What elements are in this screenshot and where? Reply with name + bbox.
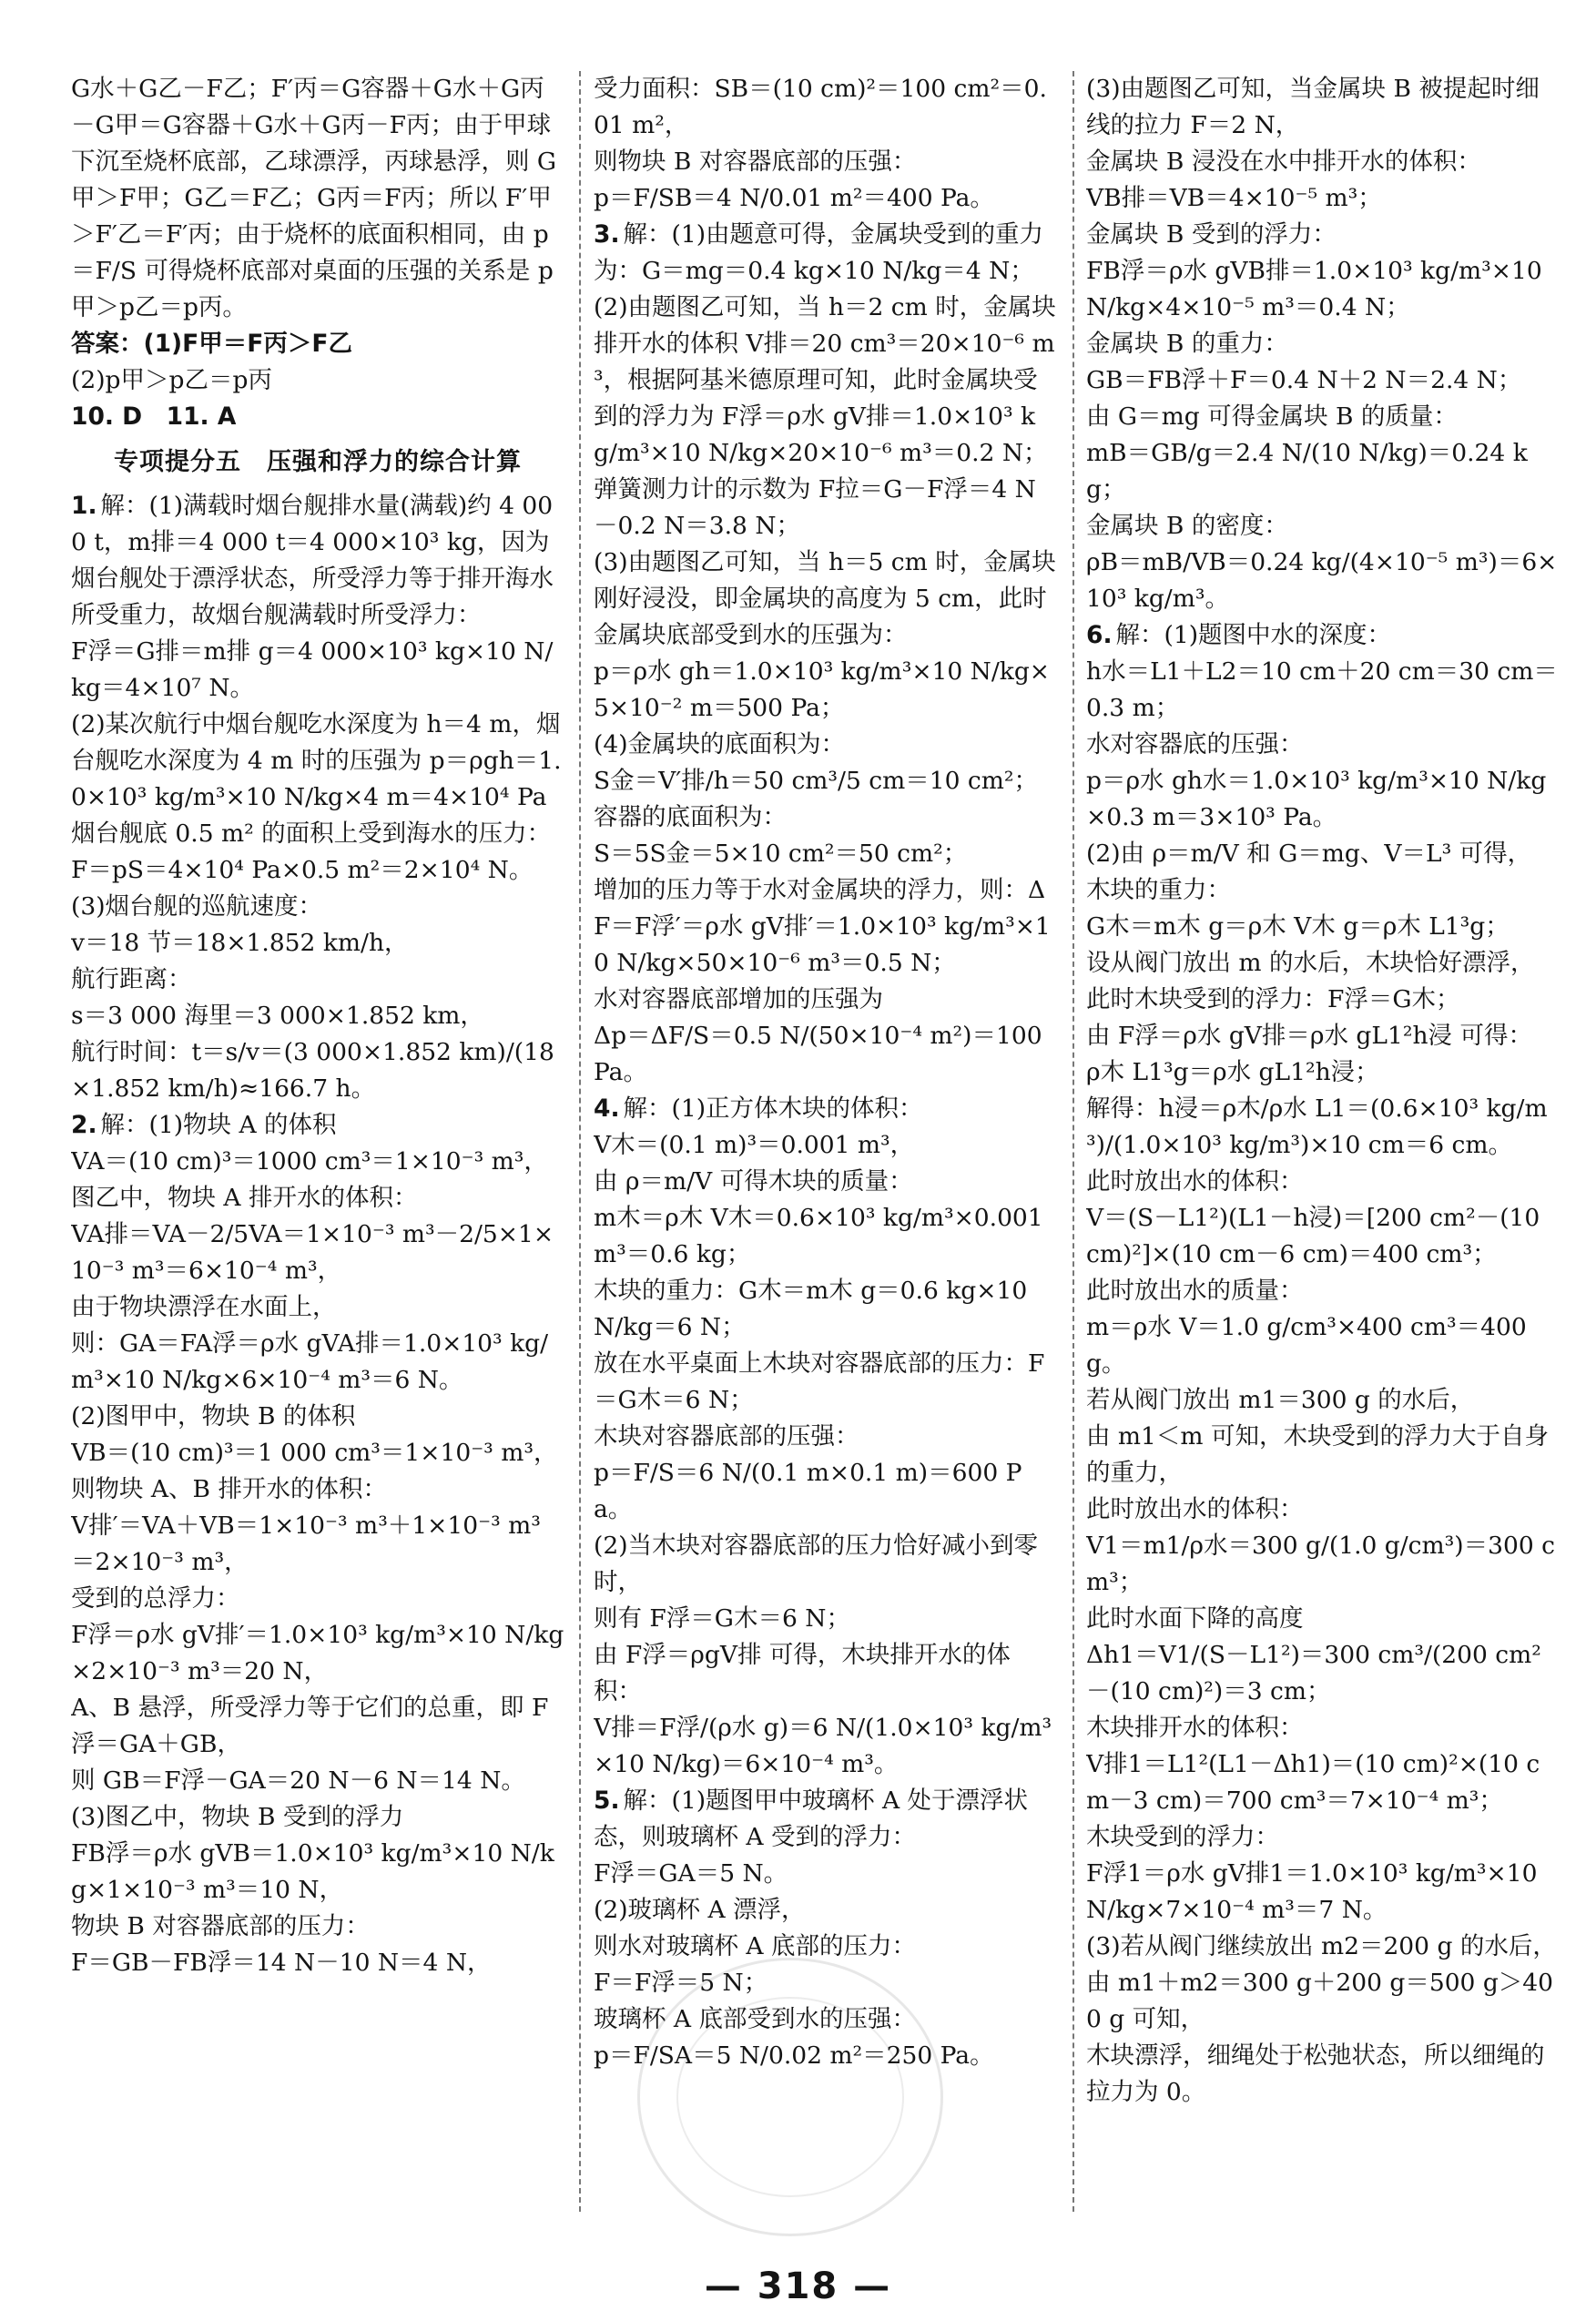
solution-line: V排＝F浮/(ρ水 g)＝6 N/(1.0×10³ kg/m³×10 N/kg)＝6×10⁻⁴ m³。 [594, 1714, 1052, 1778]
solution-line: (2)玻璃杯 A 漂浮， [594, 1896, 806, 1924]
solution-line: 此时木块受到的浮力：F浮＝G木； [1086, 985, 1460, 1013]
solution-line: 水对容器底部增加的压强为 [594, 985, 883, 1013]
solution-line: 由 G＝mg 可得金属块 B 的质量： [1086, 402, 1458, 431]
solution-line: (3)由题图乙可知，当 h＝5 cm 时，金属块刚好浸没，即金属块的高度为 5 cm，此时金属块底部受到水的压强为： [594, 548, 1056, 649]
solution-line: (2)某次航行中烟台舰吃水深度为 h＝4 m，烟台舰吃水深度为 4 m 时的压强为 p＝ρgh＝1.0×10³ kg/m³×10 N/kg×4 m＝4×10⁴ Pa [71, 710, 562, 811]
solution-line: 此时放出水的质量： [1086, 1277, 1304, 1305]
solution-line: FB浮＝ρ水 gVB排＝1.0×10³ kg/m³×10 N/kg×4×10⁻⁵ m³＝0.4 N； [1086, 257, 1542, 321]
item-number: 4. [594, 1094, 620, 1123]
solution-line: mB＝GB/g＝2.4 N/(10 N/kg)＝0.24 kg； [1086, 439, 1528, 504]
item-number: 3. [594, 220, 620, 249]
solution-line: 则物块 B 对容器底部的压强： [594, 148, 917, 176]
solution-line: 由 m1＜m 可知，木块受到的浮力大于自身的重力， [1086, 1422, 1549, 1487]
solution-line: (2)当木块对容器底部的压力恰好减小到零时， [594, 1532, 1039, 1596]
solution-line: 烟台舰底 0.5 m² 的面积上受到海水的压力：F＝pS＝4×10⁴ Pa×0.5 m²＝2×10⁴ N。 [71, 819, 552, 884]
solution-line: V排′＝VA＋VB＝1×10⁻³ m³＋1×10⁻³ m³＝2×10⁻³ m³， [71, 1512, 541, 1576]
solution-line: F浮＝ρ水 gV排′＝1.0×10³ kg/m³×10 N/kg×2×10⁻³ m³＝20 N， [71, 1621, 564, 1685]
solution-item [1086, 617, 1560, 654]
solution-line: p＝ρ水 gh水＝1.0×10³ kg/m³×10 N/kg×0.3 m＝3×10³ Pa。 [1086, 767, 1547, 831]
section-heading: 专项提分五 压强和浮力的综合计算 [114, 448, 522, 476]
solution-line: S＝5S金＝5×10 cm²＝50 cm²； [594, 840, 968, 868]
solution-line: F浮＝GA＝5 N。 [594, 1859, 788, 1888]
solution-line: (2)图甲中，物块 B 的体积 [71, 1402, 356, 1430]
solution-line: p＝F/S＝6 N/(0.1 m×0.1 m)＝600 Pa。 [594, 1459, 1022, 1523]
solution-line: 木块的重力：G木＝m木 g＝0.6 kg×10 N/kg＝6 N； [594, 1277, 1028, 1341]
solution-line: VB排＝VB＝4×10⁻⁵ m³； [1086, 184, 1382, 212]
solution-line: ρ木 L1³g＝ρ水 gL1²h浸； [1086, 1058, 1379, 1086]
solution-line: p＝F/SA＝5 N/0.02 m²＝250 Pa。 [594, 2041, 994, 2070]
solution-line: 木块对容器底部的压强： [594, 1422, 859, 1451]
solution-item [71, 1107, 564, 1144]
solution-line: 木块的重力： [1086, 876, 1231, 904]
solution-line: Δp＝ΔF/S＝0.5 N/(50×10⁻⁴ m²)＝100 Pa。 [594, 1022, 1042, 1086]
solution-line: F＝F浮＝5 N； [594, 1969, 768, 1997]
solution-item [71, 488, 564, 634]
item-text: 解：(1)物块 A 的体积 [100, 1111, 337, 1139]
solution-line: 玻璃杯 A 底部受到水的压强： [594, 2005, 916, 2033]
solution-line: F＝GB－FB浮＝14 N－10 N＝4 N， [71, 1949, 492, 1977]
solution-line: 增加的压力等于水对金属块的浮力，则：ΔF＝F浮′＝ρ水 gV排′＝1.0×10³ kg/m³×10 N/kg×50×10⁻⁶ m³＝0.5 N； [594, 876, 1051, 977]
solution-line: 水对容器底的压强： [1086, 730, 1304, 758]
solution-line: 航行时间：t＝s/v＝(3 000×1.852 km)/(18×1.852 km/h)≈166.7 h。 [71, 1038, 554, 1103]
solution-line: G木＝m木 g＝ρ木 V木 g＝ρ木 L1³g； [1086, 912, 1510, 941]
solution-line: 金属块 B 受到的浮力： [1086, 220, 1337, 249]
item-number: 2. [71, 1111, 97, 1139]
solution-line: GB＝FB浮＋F＝0.4 N＋2 N＝2.4 N； [1086, 366, 1522, 394]
solution-line: 则：GA＝FA浮＝ρ水 gVA排＝1.0×10³ kg/m³×10 N/kg×6×10⁻⁴ m³＝6 N。 [71, 1329, 549, 1394]
solution-line: 金属块 B 的密度： [1086, 512, 1288, 540]
solution-line: 容器的底面积为： [594, 803, 787, 831]
solution-line: 若从阀门放出 m1＝300 g 的水后， [1086, 1386, 1475, 1414]
solution-line: (2)p甲＞p乙＝p丙 [71, 366, 272, 394]
solution-line: G水＋G乙－F乙；F′丙＝G容器＋G水＋G丙－G甲＝G容器＋G水＋G丙－F丙；由于甲球下沉至烧杯底部，乙球漂浮，丙球悬浮，则 G甲＞F甲；G乙＝F乙；G丙＝F丙；所以 F′甲＞F′乙＝F′丙；由于烧杯的底面积相同，由 p＝F/S 可得烧杯底部对桌面的压强的关系是 p甲＞p乙＝p丙。 [71, 75, 557, 321]
page-number: — 318 — [704, 2265, 892, 2307]
solution-line: 由于物块漂浮在水面上， [71, 1293, 337, 1321]
solution-line: FB浮＝ρ水 gVB＝1.0×10³ kg/m³×10 N/kg×1×10⁻³ m³＝10 N， [71, 1839, 554, 1904]
solution-line: 木块排开水的体积： [1086, 1714, 1304, 1742]
solution-item [594, 217, 1058, 290]
solution-line: (4)金属块的底面积为： [594, 730, 846, 758]
item-text: 解：(1)满载时烟台舰排水量(满载)约 4 000 t，m排＝4 000 t＝4 000×10³ kg，因为烟台舰处于漂浮状态，所受浮力等于排开海水所受重力，故烟台舰满载时所受浮力： [71, 492, 554, 629]
solution-line: 金属块 B 的重力： [1086, 330, 1288, 358]
solution-line: 金属块 B 浸没在水中排开水的体积： [1086, 148, 1481, 176]
solution-line: 物块 B 对容器底部的压力： [71, 1912, 370, 1940]
column-right [1086, 71, 1560, 2241]
solution-item [594, 1783, 1058, 1856]
solution-line: 木块漂浮，细绳处于松弛状态，所以细绳的拉力为 0。 [1086, 2041, 1545, 2106]
solution-line: VB＝(10 cm)³＝1 000 cm³＝1×10⁻³ m³， [71, 1439, 558, 1467]
solution-line: (2)由 ρ＝m/V 和 G＝mg、V＝L³ 可得， [1086, 840, 1532, 868]
solution-line: 则 GB＝F浮－GA＝20 N－6 N＝14 N。 [71, 1766, 525, 1795]
column-left [71, 71, 564, 2241]
item-number: 5. [594, 1787, 620, 1815]
solution-line: F浮＝G排＝m排 g＝4 000×10³ kg×10 N/kg＝4×10⁷ N。 [71, 637, 554, 702]
solution-line: ρB＝mB/VB＝0.24 kg/(4×10⁻⁵ m³)＝6×10³ kg/m³。 [1086, 548, 1558, 613]
solution-line: p＝ρ水 gh＝1.0×10³ kg/m³×10 N/kg×5×10⁻² m＝500 Pa； [594, 657, 1051, 722]
solution-line: (3)烟台舰的巡航速度： [71, 892, 323, 921]
solution-line: (3)若从阀门继续放出 m2＝200 g 的水后，由 m1＋m2＝300 g＋200 g＝500 g＞400 g 可知， [1086, 1932, 1557, 2033]
solution-line: m木＝ρ木 V木＝0.6×10³ kg/m³×0.001 m³＝0.6 kg； [594, 1204, 1043, 1268]
solution-item [594, 1091, 1058, 1127]
solution-line: V＝(S－L1²)(L1－h浸)＝[200 cm²－(10 cm)²]×(10 cm－6 cm)＝400 cm³； [1086, 1204, 1540, 1268]
solution-line: 受力面积：SB＝(10 cm)²＝100 cm²＝0.01 m²， [594, 75, 1047, 139]
column-middle [594, 71, 1058, 2241]
solution-line: m＝ρ水 V＝1.0 g/cm³×400 cm³＝400 g。 [1086, 1313, 1527, 1378]
solution-line: 则水对玻璃杯 A 底部的压力： [594, 1932, 916, 1960]
answer-key-line: 10. D 11. A [71, 402, 237, 431]
item-text: 解：(1)正方体木块的体积： [623, 1094, 923, 1123]
solution-line: A、B 悬浮，所受浮力等于它们的总重，即 F浮＝GA＋GB， [71, 1694, 549, 1758]
solution-line: 则物块 A、B 排开水的体积： [71, 1475, 387, 1503]
solution-line: 放在水平桌面上木块对容器底部的压力：F＝G木＝6 N； [594, 1349, 1045, 1414]
item-number: 6. [1086, 621, 1113, 649]
answer-line: 答案：(1)F甲＝F丙＞F乙 [71, 330, 352, 358]
solution-line: VA排＝VA－2/5VA＝1×10⁻³ m³－2/5×1×10⁻³ m³＝6×10⁻⁴ m³， [71, 1220, 554, 1285]
solution-line: s＝3 000 海里＝3 000×1.852 km， [71, 1002, 484, 1030]
solution-line: 弹簧测力计的示数为 F拉＝G－F浮＝4 N－0.2 N＝3.8 N； [594, 475, 1036, 540]
solution-line: 由 ρ＝m/V 可得木块的质量： [594, 1167, 913, 1196]
solution-line: 此时放出水的体积： [1086, 1495, 1304, 1523]
solution-line: 图乙中，物块 A 排开水的体积： [71, 1184, 418, 1212]
solution-line: Δh1＝V1/(S－L1²)＝300 cm³/(200 cm²－(10 cm)²)＝3 cm； [1086, 1641, 1541, 1705]
solution-line: (3)由题图乙可知，当金属块 B 被提起时细线的拉力 F＝2 N， [1086, 75, 1540, 139]
solution-line: VA＝(10 cm)³＝1000 cm³＝1×10⁻³ m³， [71, 1147, 548, 1176]
solution-line: 航行距离： [71, 965, 192, 993]
column-divider [579, 71, 581, 2212]
solution-line: V木＝(0.1 m)³＝0.001 m³， [594, 1131, 915, 1159]
solution-line: 木块受到的浮力： [1086, 1823, 1279, 1851]
item-text: 解：(1)题图中水的深度： [1115, 621, 1392, 649]
solution-line: 由 F浮＝ρ水 gV排＝ρ水 gL1²h浸 可得： [1086, 1022, 1532, 1050]
solution-line: (2)由题图乙可知，当 h＝2 cm 时，金属块排开水的体积 V排＝20 cm³＝20×10⁻⁶ m³，根据阿基米德原理可知，此时金属块受到的浮力为 F浮＝ρ水 gV排＝1.0×10³ kg/m³×10 N/kg×20×10⁻⁶ m³＝0.2 N； [594, 293, 1056, 467]
solution-line: 由 F浮＝ρgV排 可得，木块排开水的体积： [594, 1641, 1011, 1705]
solution-line: h水＝L1＋L2＝10 cm＋20 cm＝30 cm＝0.3 m； [1086, 657, 1558, 722]
solution-line: p＝F/SB＝4 N/0.01 m²＝400 Pa。 [594, 184, 994, 212]
solution-line: 受到的总浮力： [71, 1584, 240, 1613]
solution-line: S金＝V′排/h＝50 cm³/5 cm＝10 cm²； [594, 767, 1038, 795]
item-number: 1. [71, 492, 97, 520]
solution-line: (3)图乙中，物块 B 受到的浮力 [71, 1803, 404, 1831]
solution-line: v＝18 节＝18×1.852 km/h， [71, 929, 409, 957]
column-divider [1072, 71, 1074, 2212]
solution-line: V1＝m1/ρ水＝300 g/(1.0 g/cm³)＝300 cm³； [1086, 1532, 1555, 1596]
solution-line: 此时水面下降的高度 [1086, 1604, 1304, 1633]
solution-line: 此时放出水的体积： [1086, 1167, 1304, 1196]
item-text: 解：(1)由题意可得，金属块受到的重力为：G＝mg＝0.4 kg×10 N/kg＝4 N； [594, 220, 1044, 285]
solution-line: V排1＝L1²(L1－Δh1)＝(10 cm)²×(10 cm－3 cm)＝700 cm³＝7×10⁻⁴ m³； [1086, 1750, 1540, 1815]
solution-line: 设从阀门放出 m 的水后，木块恰好漂浮， [1086, 949, 1535, 977]
solution-line: 则有 F浮＝G木＝6 N； [594, 1604, 850, 1633]
solution-line: 解得：h浸＝ρ木/ρ水 L1＝(0.6×10³ kg/m³)/(1.0×10³ kg/m³)×10 cm＝6 cm。 [1086, 1094, 1548, 1159]
solution-line: F浮1＝ρ水 gV排1＝1.0×10³ kg/m³×10 N/kg×7×10⁻⁴ m³＝7 N。 [1086, 1859, 1538, 1924]
item-text: 解：(1)题图甲中玻璃杯 A 处于漂浮状态，则玻璃杯 A 受到的浮力： [594, 1787, 1029, 1851]
